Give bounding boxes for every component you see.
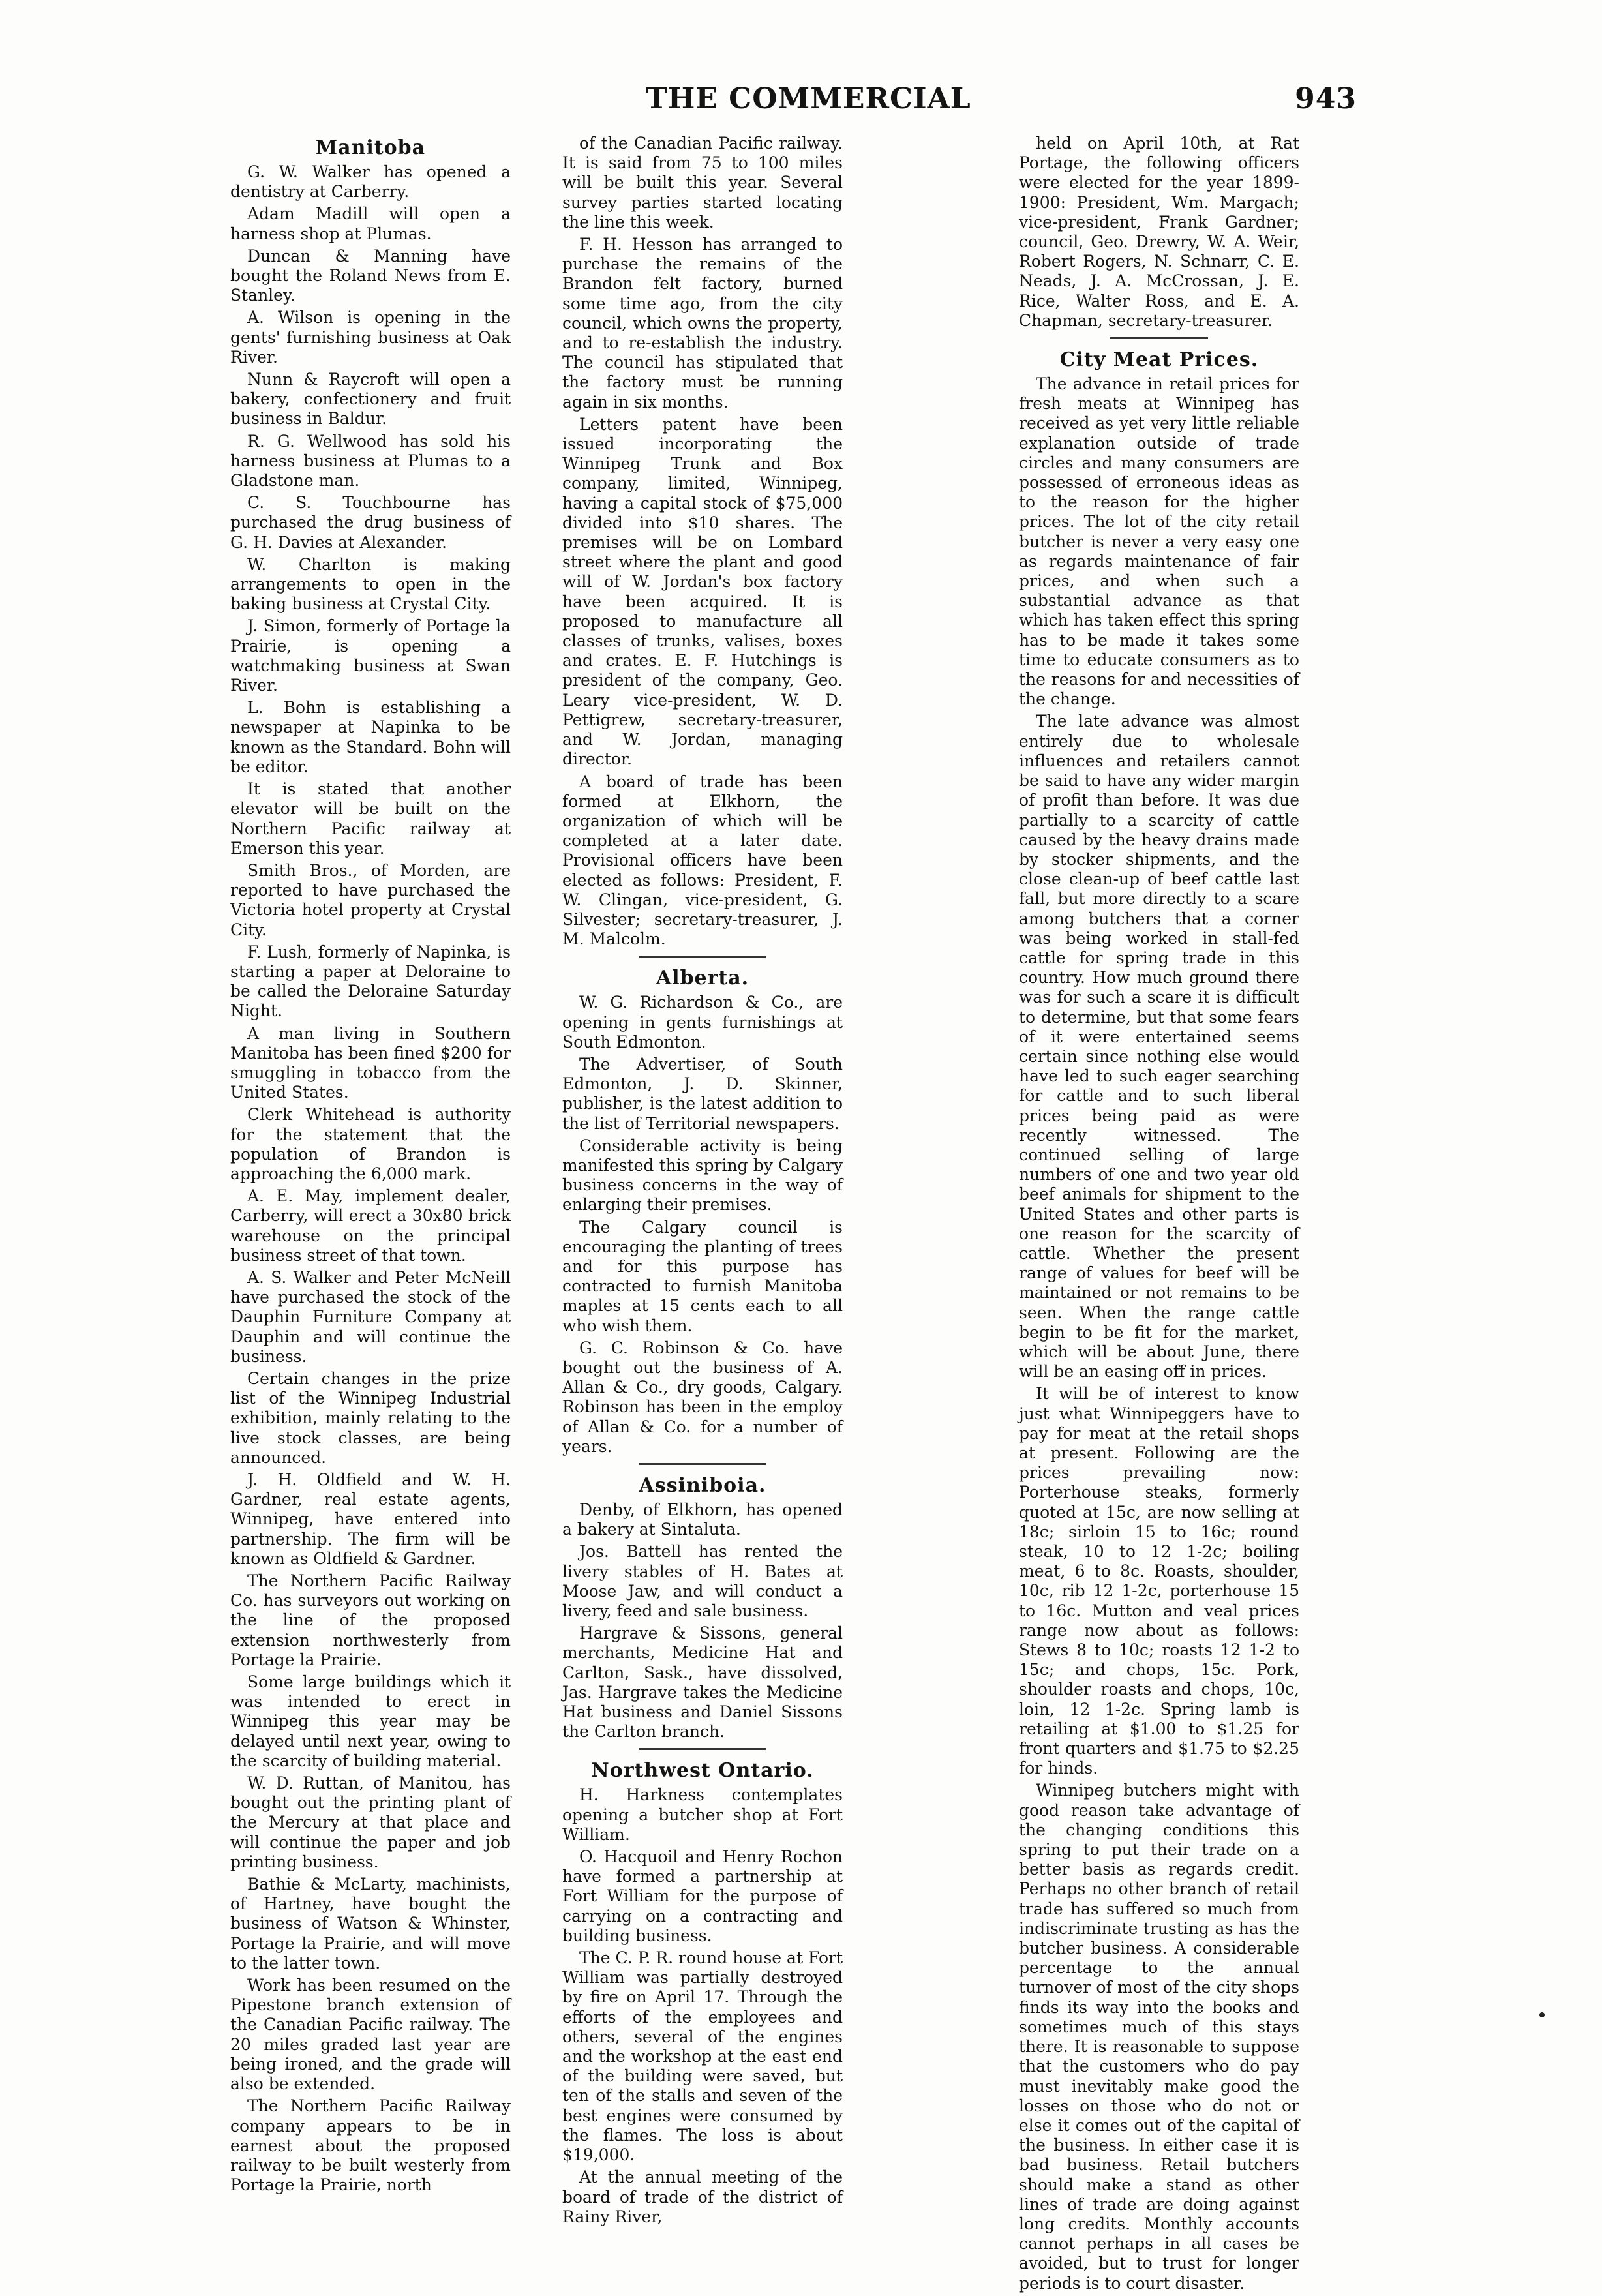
section-divider (639, 1748, 766, 1750)
news-item: F. Lush, formerly of Napinka, is starting a paper at Deloraine to be called the Deloraine Saturday Night. (230, 942, 511, 1021)
assiniboia-items (562, 1500, 843, 1742)
news-item: held on April 10th, at Rat Portage, the following officers were elected for the year 1899-1900: President, Wm. Margach; vice-president, Frank Gardner; council, Geo. Drewry, W. A. Weir, Robert Rogers, N. Schnarr, C. E. Neads, J. A. McCrossan, J. E. Rice, Walter Ross, and E. A. Chapman, secretary-treasurer. (1019, 134, 1299, 330)
section-heading-assiniboia: Assiniboia. (639, 1474, 766, 1497)
news-item: Winnipeg butchers might with good reason take advantage of the changing conditions this spring to put their trade on a better basis as regards credit. Perhaps no other branch of retail trade has suffered so much from indiscriminate trusting as has the butcher business. A considerable percentage to the annual turnover of most of the city shops finds its way into the books and sometimes much of this stays there. It is reasonable to suppose that the customers who do pay must inevitably make good the losses on those who do not or else it comes out of the capital of the business. In either case it is bad business. Retail butchers should make a stand as other lines of trade are doing against long credits. Monthly accounts cannot perhaps in all cases be avoided, but to trust for longer periods is to court disaster. (1019, 1781, 1299, 2293)
news-item: Adam Madill will open a harness shop at Plumas. (230, 204, 511, 243)
news-item: Smith Bros., of Morden, are reported to have purchased the Victoria hotel property at Crystal City. (230, 860, 511, 939)
news-item: Duncan & Manning have bought the Roland News from E. Stanley. (230, 246, 511, 305)
news-item: W. G. Richardson & Co., are opening in gents furnishings at South Edmonton. (562, 993, 843, 1051)
news-item: It will be of interest to know just what Winnipeggers have to pay for meat at the retail shops at present. Following are the prices prevailing now: Porterhouse steaks, formerly quoted at 15c, are now selling at 18c; sirloin 15 to 16c; round steak, 10 to 12 1-2c; boiling meat, 6 to 8c. Roasts, shoulder, 10c, rib 12 1-2c, porterhouse 15 to 16c. Mutton and veal prices range now about as follows: Stews 8 to 10c; roasts 12 1-2 to 15c; and chops, 15c. Pork, shoulder roasts and chops, 10c, loin, 12 1-2c. Spring lamb is retailing at $1.00 to $1.25 for front quarters and $1.75 to $2.25 for hinds. (1019, 1384, 1299, 1778)
column-2 (562, 134, 843, 2229)
column-3-top-items (1019, 134, 1299, 331)
news-item: The Advertiser, of South Edmonton, J. D. Skinner, publisher, is the latest addition to the list of Territorial newspapers. (562, 1054, 843, 1133)
news-item: O. Hacquoil and Henry Rochon have formed a partnership at Fort William for the purpose of carrying on a contracting and building business. (562, 1847, 843, 1945)
column-2-top-items (562, 134, 843, 949)
news-item: The C. P. R. round house at Fort William was partially destroyed by fire on April 17. Through the efforts of the employees and others, several of the engines and the workshop at the east end of the building were saved, but ten of the stalls and seven of the best engines were consumed by the flames. The loss is about $19,000. (562, 1948, 843, 2165)
section-heading-northwest-ontario: Northwest Ontario. (591, 1759, 814, 1783)
news-item: R. G. Wellwood has sold his harness business at Plumas to a Gladstone man. (230, 431, 511, 491)
news-item: Denby, of Elkhorn, has opened a bakery at Sintaluta. (562, 1500, 843, 1539)
news-item: A. S. Walker and Peter McNeill have purchased the stock of the Dauphin Furniture Company at Dauphin and will continue the business. (230, 1267, 511, 1366)
news-item: Jos. Battell has rented the livery stables of H. Bates at Moose Jaw, and will conduct a livery, feed and sale business. (562, 1542, 843, 1621)
northwest-ontario-items (562, 1785, 843, 2226)
section-heading-manitoba: Manitoba (315, 136, 426, 159)
column-3 (1019, 134, 1299, 2296)
news-item: G. W. Walker has opened a dentistry at Carberry. (230, 162, 511, 202)
section-divider (639, 956, 766, 958)
news-item: W. D. Ruttan, of Manitou, has bought out the printing plant of the Mercury at that place and will continue the paper and job printing business. (230, 1774, 511, 1871)
section-divider (1110, 337, 1209, 339)
news-item: G. C. Robinson & Co. have bought out the business of A. Allan & Co., dry goods, Calgary. Robinson has been in the employ of Allan & Co. for a number of years. (562, 1338, 843, 1456)
section-heading-alberta: Alberta. (656, 967, 749, 990)
running-head (235, 78, 1357, 117)
news-item: Certain changes in the prize list of the Winnipeg Industrial exhibition, mainly relating to the live stock classes, are being announced. (230, 1368, 511, 1467)
news-item: A board of trade has been formed at Elkhorn, the organization of which will be completed at a later date. Provisional officers have been elected as follows: President, F. W. Clingan, vice-president, G. Silvester; secretary-treasurer, J. M. Malcolm. (562, 772, 843, 949)
news-item: The late advance was almost entirely due to wholesale influences and retailers cannot be said to have any wider margin of profit than before. It was due partially to a scarcity of cattle caused by the heavy drains made by stocker shipments, and the close clean-up of beef cattle last fall, but more directly to a scare among butchers that a corner was being worked in stall-fed cattle for spring trade in this country. How much ground there was for such a scare it is difficult to determine, but that some fears of it were entertained seems certain since nothing else would have led to such eager searching for cattle and to such liberal prices being paid as were recently witnessed. The continued selling of large numbers of one and two year old beef animals for shipment to the United States and other parts is one reason for the scarcity of cattle. Whether the present range of values for beef will be maintained or not remains to be seen. When the range cattle begin to be fit for the market, which will be about June, there will be an easing off in prices. (1019, 712, 1299, 1382)
news-item: A. Wilson is opening in the gents' furnishing business at Oak River. (230, 308, 511, 367)
news-item: C. S. Touchbourne has purchased the drug business of G. H. Davies at Alexander. (230, 493, 511, 552)
news-item: H. Harkness contemplates opening a butcher shop at Fort William. (562, 1785, 843, 1844)
news-item: W. Charlton is making arrangements to open in the baking business at Crystal City. (230, 554, 511, 614)
news-item: The advance in retail prices for fresh meats at Winnipeg has received as yet very little reliable explanation outside of trade circles and many consumers are possessed of erroneous ideas as to the reason for the higher prices. The lot of the city retail butcher is never a very easy one as regards maintenance of fair prices, and when such a substantial advance as that which has taken effect this spring has to be made it takes some time to educate consumers as to the reasons for and necessities of the change. (1019, 374, 1299, 709)
news-item: Hargrave & Sissons, general merchants, Medicine Hat and Carlton, Sask., have dissolved, Jas. Hargrave takes the Medicine Hat business and Daniel Sissons the Carlton branch. (562, 1624, 843, 1742)
news-item: The Northern Pacific Railway Co. has surveyors out working on the line of the proposed extension northwesterly from Portage la Prairie. (230, 1571, 511, 1669)
news-item: Nunn & Raycroft will open a bakery, confectionery and fruit business in Baldur. (230, 370, 511, 429)
news-item: It is stated that another elevator will be built on the Northern Pacific railway at Emerson this year. (230, 779, 511, 858)
news-item: Bathie & McLarty, machinists, of Hartney, have bought the business of Watson & Whinster, Portage la Prairie, and will move to the latter town. (230, 1875, 511, 1972)
section-heading-city-meat-prices: City Meat Prices. (1059, 348, 1259, 372)
news-item: At the annual meeting of the board of trade of the district of Rainy River, (562, 2168, 843, 2226)
news-item: J. Simon, formerly of Portage la Prairie, is opening a watchmaking business at Swan River. (230, 616, 511, 695)
news-item: The Calgary council is encouraging the planting of trees and for this purpose has contracted to furnish Manitoba maples at 15 cents each to all who wish them. (562, 1217, 843, 1335)
page-number: 943 (1295, 82, 1357, 115)
column-1 (230, 134, 511, 2198)
news-item: L. Bohn is establishing a newspaper at Napinka to be known as the Standard. Bohn will be editor. (230, 698, 511, 776)
news-item: Work has been resumed on the Pipestone branch extension of the Canadian Pacific railway. The 20 miles graded last year are being ironed, and the grade will also be extended. (230, 1976, 511, 2094)
news-item: F. H. Hesson has arranged to purchase the remains of the Brandon felt factory, burned some time ago, from the city council, which owns the property, and to re-establish the industry. The council has stipulated that the factory must be running again in six months. (562, 235, 843, 412)
news-item: Considerable activity is being manifested this spring by Calgary business concerns in the way of enlarging their premises. (562, 1136, 843, 1215)
section-divider (639, 1463, 766, 1465)
news-item: Some large buildings which it was intended to erect in Winnipeg this year may be delayed until next year, owing to the scarcity of building material. (230, 1672, 511, 1770)
news-item: of the Canadian Pacific railway. It is said from 75 to 100 miles will be built this year. Several survey parties started locating the line this week. (562, 134, 843, 232)
news-item: A man living in Southern Manitoba has been fined $200 for smuggling in tobacco from the United States. (230, 1023, 511, 1102)
ink-speck (1539, 2012, 1545, 2017)
news-item: Clerk Whitehead is authority for the statement that the population of Brandon is approaching the 6,000 mark. (230, 1105, 511, 1183)
publication-title: THE COMMERCIAL (646, 82, 971, 115)
news-item: The Northern Pacific Railway company appears to be in earnest about the proposed railway to be built westerly from Portage la Prairie, north (230, 2096, 511, 2195)
alberta-items (562, 993, 843, 1457)
manitoba-items (230, 162, 511, 2195)
news-item: J. H. Oldfield and W. H. Gardner, real estate agents, Winnipeg, have entered into partnership. The firm will be known as Oldfield & Gardner. (230, 1470, 511, 1568)
city-meat-prices-items (1019, 374, 1299, 2293)
news-item: A. E. May, implement dealer, Carberry, will erect a 30x80 brick warehouse on the principal business street of that town. (230, 1186, 511, 1265)
news-item: Letters patent have been issued incorporating the Winnipeg Trunk and Box company, limited, Winnipeg, having a capital stock of $75,000 divided into $10 shares. The premises will be on Lombard street where the plant and good will of W. Jordan's box factory have been acquired. It is proposed to manufacture all classes of trunks, valises, boxes and crates. E. F. Hutchings is president of the company, Geo. Leary vice-president, W. D. Pettigrew, secretary-treasurer, and W. Jordan, managing director. (562, 414, 843, 769)
